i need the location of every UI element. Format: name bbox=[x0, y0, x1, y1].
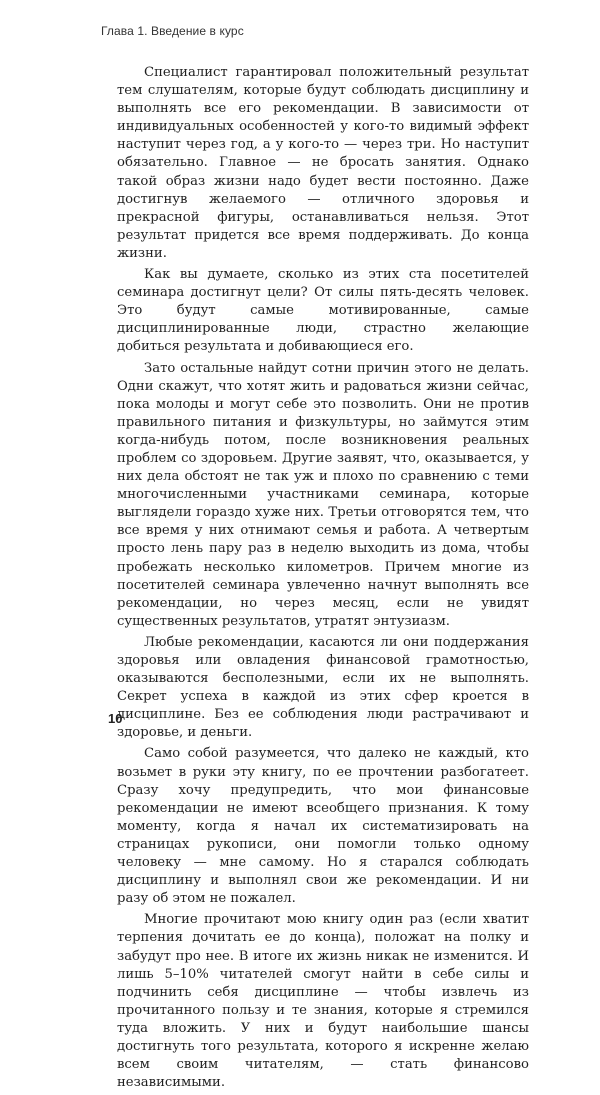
paragraph: Специалист гарантировал положительный результат тем слушателям, которые будут соблюдать дисциплину и выполнять все его рекомендации. В зависимости от индивидуальных особенностей у кого-то видимый эффект наступит через год, а у кого-то — через три. Но наступит обязательно. Главное — не бросать занятия. Однако такой образ жизни надо будет вести постоянно. Даже достигнув желаемого — отличного здоровья и прекрасной фигуры, останавливаться нельзя. Этот результат придется все время поддерживать. До конца жизни. bbox=[117, 65, 529, 261]
paragraph: Само собой разумеется, что далеко не каждый, кто возьмет в руки эту книгу, по ее прочтении разбогатеет. Сразу хочу предупредить, что мои финансовые рекомендации не имеют всеобщего признания. К тому моменту, когда я начал их систематизировать на страницах рукописи, они помогли только одному человеку — мне самому. Но я старался соблюдать дисциплину и выполнял свои же рекомендации. И ни разу об этом не пожалел. bbox=[117, 746, 529, 907]
page-number: 10 bbox=[108, 711, 123, 726]
paragraph: Как вы думаете, сколько из этих ста посетителей семинара достигнут цели? От силы пять-десять человек. Это будут самые мотивированные, самые дисциплинированные люди, страстно желающие добиться результата и добивающиеся его. bbox=[117, 267, 529, 355]
paragraph: Зато остальные найдут сотни причин этого не делать. Одни скажут, что хотят жить и радоваться жизни сейчас, пока молоды и могут себе это позволить. Они не против правильного питания и физкультуры, но займутся этим когда-нибудь потом, после возникновения реальных проблем со здоровьем. Другие заявят, что, оказывается, у них дела обстоят не так уж и плохо по сравнению с теми многочисленными участниками семинара, которые выглядели гораздо хуже них. Третьи отговорятся тем, что все время у них отнимают семья и работа. А четвертым просто лень пару раз в неделю выходить из дома, чтобы пробежать несколько километров. Причем многие из посетителей семинара увлеченно начнут выполнять все рекомендации, но через месяц, если не увидят существенных результатов, утратят энтузиазм. bbox=[117, 360, 529, 629]
running-head: Глава 1. Введение в курс bbox=[101, 24, 244, 38]
paragraph: Любые рекомендации, касаются ли они поддержания здоровья или овладения финансовой грамотностью, оказываются бесполезными, если их не выполнять. Секрет успеха в каждой из этих сфер кроется в дисциплине. Без ее соблюдения люди растрачивают и здоровье, и деньги. bbox=[117, 634, 529, 741]
body-text bbox=[117, 64, 529, 1095]
paragraph: Многие прочитают мою книгу один раз (если хватит терпения дочитать ее до конца), положат на полку и забудут про нее. В итоге их жизнь никак не изменится. И лишь 5–10% читателей смогут найти в себе силы и подчинить себя дисциплине — чтобы извлечь из прочитанного пользу и те знания, которые я стремился туда вложить. У них и будут наибольшие шансы достигнуть того результата, которого я искренне желаю всем своим читателям, — стать финансово независимыми. bbox=[117, 912, 529, 1091]
